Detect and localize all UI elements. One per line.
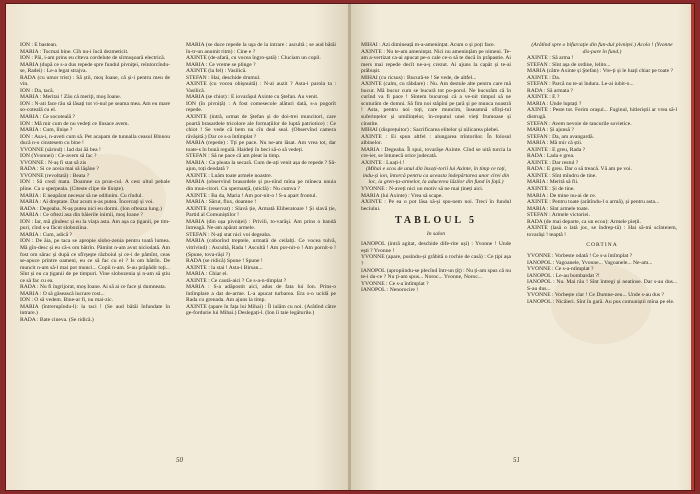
dialogue-line: YVONNE (apare, pusîndu-și grăbită o rochie de casă) : Ce țipi așa ?	[361, 254, 511, 267]
dialogue-line: AXINTE (la fel) : Vasilică.	[186, 68, 247, 75]
dialogue-line: AXINTE : Și de tine.	[527, 186, 575, 193]
dialogue-line: YVONNE : N-aș fi stat să zis	[20, 159, 87, 166]
dialogue-line: RADA : E greu. Dar o să treacă. Vă am pe voi.	[527, 166, 632, 173]
dialogue-line: MARIA : Ce vreme se plinge ?	[186, 61, 256, 68]
dialogue-line: AXINTE : Peste tot. Ferim oraşul... Fuginul, hitleriștii ar vrea să-l distrugă.	[527, 107, 677, 121]
dialogue-line: AXINTE (apare în fața lui Mihai) : Îl iulăm cu noi. (Arătînd către ge-fordurie lui Mihai.) Deslegați-l. (Ion îi taie legăturile.)	[186, 303, 336, 317]
dialogue-line: MARIA : Merită să fii.	[527, 179, 579, 186]
dialogue-line: MARIA (repede) : Tți pe pace. Nu ne-am lăsat. Am vrea tot, dar toate-s în bună regulă. Haideți în beci să-o să vedeți.	[186, 140, 336, 153]
dialogue-line: MARIA (întrerupîndu-l): la taci ! (Se aud bătăi înfundate în intrare.)	[20, 303, 170, 317]
dialogue-line: AXINTE : Sînt mîndru de tine.	[527, 172, 597, 179]
dialogue-line: AXINTE : E ?	[527, 94, 560, 101]
dialogue-line: MARIA : Ca pleata la secară. Cum de-ați venit așa de repede ? Să-ajun, toți deodată ?	[186, 159, 336, 173]
dialogue-line: IANOPOL : Le-au bombardat ?!	[527, 272, 600, 279]
dialogue-line: AXINTE : Pe ea o pot lăsa să-și spu-nem noi. Treci în fundul beciului.	[361, 199, 511, 212]
dialogue-line: MARIA (se chiot) : E iovarășul Axinte cu Ştefan. Au venit.	[186, 94, 319, 101]
dialogue-line: STEFAN : Parcă nu te-ai îndura. Le-ai iubit-o...	[527, 81, 634, 88]
dialogue-line: MARIA : Ce socoteală ?	[20, 114, 75, 121]
dialogue-line: MARIA : Ce oftezi asa din băierile inimii, moș Ioane ?	[20, 212, 143, 219]
dialogue-line: AXINTE (calm, cu răbdare) : Nu. Am destule alte pentru care mă bucur. Mă bucur cum se bucură tot po-porul. Ne bucurăm că în curînd va fi pace ! Sîntem bucuroși că a ve-nit timpul să ne scuturăm de domni. Să fim noi stăpîni pe țară și pe munca noastră ! Asta, pentru noi toți, care muncim, înseamnă sfîrși-tul suferințelor și umilințelor, în-ceputul unei vieți frumoase și cinstite.	[361, 81, 511, 127]
dialogue-line: RADA (cu umor trist) : Să știi, moș Ioane, că și-i pentru meu de vin.	[20, 74, 170, 88]
right-column-2	[527, 42, 677, 305]
dialogue-line: MARIA : S-a adăpostit aici, adus de fata lui Ion. Prins-o întîmplare a dat de-arme. L-a apucat turbarea. Era s-o ucidă pe Rada cu grenada. Am ajuns la timp.	[186, 284, 336, 304]
dialogue-line: MIHAI (disprețuitor) : Sacrificarea elitelor și nilicarea plebei.	[361, 127, 500, 134]
dialogue-line: MARIA : Tocmai bine. Cîh nu-i încă dezmeticit.	[20, 48, 129, 55]
dialogue-line: AXINTE : Să arma !	[527, 55, 574, 62]
dialogue-line: MARIA (se duce repede la uşa de la intrare : ascultă ; se aud bătăi în-tr-un anumit ritm) : Cine e ?	[186, 42, 336, 55]
stage-direction: (Arătînd spre o bifurcație din fun-dul pivniței.) Acolo ! (Yvonne dis-pare în fund.)	[531, 42, 673, 55]
dialogue-line: IANOPOL : Nicăieri. Sînt în gară. Au pus comuniștii mîna pe ele.	[527, 298, 675, 305]
dialogue-line: AXINTE (cu vocea obișnuită) : N-ai auzit ? Asta-i parola ta : Vasilică.	[186, 81, 336, 94]
dialogue-line: RADA : Lada e grea.	[527, 153, 575, 160]
left-page	[6, 4, 349, 490]
dialogue-line: IANOPOL (apropiindu-se plecînd într-un țîț) : Nu ți-am spus că nu te-i du-ce ? Nu ți-am spus... Noroc... Yvonne, Noroc...	[361, 267, 511, 281]
dialogue-line: STEFAN : Da, am avangardă.	[527, 133, 595, 140]
dialogue-line: ION : N-ati face rău să lăsați tot vi-nul pe seama mea. Am eu mare so-coteală cu el.	[20, 100, 170, 114]
dialogue-line: STEFAN : Armele victoriei.	[527, 212, 590, 219]
dialogue-line: YVONNE : Ce s-a întîmplat ?	[361, 280, 429, 287]
dialogue-line: AXINTE : E greu, Rada ?	[527, 146, 586, 153]
section-title: TABLOUL 5	[394, 215, 478, 227]
dialogue-line: IANOPOL (intră agitat, deschide dife-rite uși) : Yvonne ! Unde ești ? Yvonne !	[361, 241, 511, 254]
left-column-1	[20, 42, 170, 324]
dialogue-line: STEFAN : N-ați stat nici voi degeaba.	[186, 231, 272, 238]
dialogue-line: MARIA : Sărut, flux, doamne !	[186, 199, 257, 206]
dialogue-line: MARIA : Ai dreptate. Dar acum n-as putea. Încercați și voi.	[20, 199, 154, 206]
dialogue-line: STEFAN : Să ne pace că am pleat la timp.	[186, 153, 281, 160]
dialogue-line: MARIA : Meritai ! Zău că meriţi, moş Ioane.	[20, 94, 121, 101]
dialogue-line: ION : Să crezi mata. Doamne ca prun-cul. A cest ultul pebale pline. Ca o sperpeala. (Citeste clipe de lîniște).	[20, 179, 170, 193]
dialogue-line: RADA (de mai departe, ca un ecou): Armele pieții.	[527, 218, 642, 225]
dialogue-line: YVONNE : Vorbeste odată ! Ce s-a întîmplat ?	[527, 252, 633, 259]
dialogue-line: MARIA (lui Axinte) : Vrea să scape.	[361, 192, 443, 199]
curtain-marker: CORTINA	[586, 242, 618, 249]
book-edge	[691, 4, 694, 490]
dialogue-line: ION : Păi, i-am prins eu clteva cordelute de sîrmuşoară electrică.	[20, 55, 166, 62]
dialogue-line: MARIA (după ce s-a dus repede spre fundul pivniţei, reîntorcîndu-se, Radei) : Le-a legat strajva.	[20, 61, 170, 75]
dialogue-line: ION : De ăia, pe taca se apropie slobo-zenia pentru toată lumea. Mă gîn-desc și eu că-s om bătrîn. Pămînt n-am avut niciodată. Am fost om sărac și după ce sfîrşeşte războiul și ce-i de pămînt, ceas se-apuce printre oameni, eu ce să fac cu el ? Is om bătrîn. De muncit n-am să-l mai pot munci... Copii n-am. S-au prăpădit toţi... Sînt și eu ca țiganii de pe timpuri. Vine slobozenia și n-am să ştiu ce să fac cu ea.	[20, 238, 170, 284]
dialogue-line: ION : Iar, mă gîndesc și eu la viața asta. Am așa ca țiganii, pe tim-puri, cînd s-a făcut sloboziina.	[20, 218, 170, 232]
dialogue-line: MARIA : Sînt armele toate.	[527, 205, 589, 212]
page-number-right: 51	[513, 456, 520, 464]
dialogue-line: MARIA : Și ajunsă ?	[527, 127, 574, 134]
page-number-left: 50	[176, 456, 183, 464]
book-spread	[6, 4, 694, 490]
dialogue-line: AXINTE : la stai ! Asta-i Birsan...	[186, 264, 263, 271]
dialogue-line: ION : Da, tacă.	[20, 87, 55, 94]
stage-direction: (Mihai e scos de unul din însoți-torii lui Axinte, în timp ce toți, indu-și ion, întorcă pentru ca aceasta îndepărtarea unor cîrei din loc, ia gren-ța-armelor, la aducerea lăzilor din fund în față.)	[362, 166, 510, 186]
dialogue-line: MARIA : Unde luptați ?	[527, 100, 582, 107]
dialogue-line: MARIA : Chiar el.	[186, 271, 228, 278]
dialogue-line: RADA : Bate cineva. (Se ridică.)	[20, 316, 94, 323]
dialogue-line: AXINTE : Pentru toate (arătîndu-l o armă), și pentru asta...	[527, 199, 660, 206]
dialogue-line: MARIA (coborînd treptele, urmată de ceilalți. Ce vocea tulvă, vitrivind) : Ascultă, Rada ! Ascultă ! Am por-nit-o ! Am pornit-o ! (Spune, tova-răși ?)	[186, 238, 336, 258]
dialogue-line: AXINTE : Dar restul ?	[527, 159, 579, 166]
dialogue-line: MARIA (din ușa pivniței) : Privili, to-varăşi. Am prins o bandă întreagă. Ne-am apărat armele.	[186, 218, 336, 232]
dialogue-line: YVONNE : N-aveți nici un motiv să ne mai țineți aici.	[361, 186, 484, 193]
dialogue-line: STEFAN : Hai, deschide drumul.	[186, 74, 261, 81]
dialogue-line: RADA : Si ce aceia mai să lăşăne ?	[20, 166, 99, 173]
dialogue-line: MARIA : Mă mir că știi.	[527, 140, 583, 147]
dialogue-line: MARIA : De mine nu-ai de ce.	[527, 192, 597, 199]
dialogue-line: MARIA : Degeaba. Îi spui, tovarășe Axinte. Cînd se uită turcia la cre-ier, se întunecă orice judecată.	[361, 146, 511, 160]
dialogue-line: IANOPOL : Nu. Mai rău ! Sînt întregi și neatinse. Dar s-au dus... S-au dus...	[527, 279, 677, 292]
right-page	[351, 4, 694, 490]
dialogue-line: RADA : Nu fi îngrijorat, moș Ioane. Ai să ai ce face și dumneata.	[20, 284, 167, 291]
dialogue-line: MARIA : O să găsească lucrare rost...	[20, 290, 105, 297]
dialogue-line: MARIA (către Axinte și Ştefan) : Vre-ți și le luați chiar pe toate ?	[527, 68, 674, 75]
dialogue-line: IANOPOL : Vagoanele, Yvonne... Vagoanele... Ne-am...	[527, 259, 653, 266]
dialogue-line: YVONNE (sărind) : Iad dai ăă bea !	[20, 146, 101, 153]
dialogue-line: AXINTE (reservat) : Slavă ție, Armată Eliberatoare ! Și slavă ție, Partid al Comuniștilor !	[186, 205, 336, 219]
dialogue-line: AXINTE (intră, urmat de Ştefan și de doi-trei muncitori, care poartă brasardele tricolore ale formațiilor de luptă patriotice) : Ce chiot ! Se vede că bem nu cîn deal seal. (Observînd camera răvășită.) Dar ce s-a întîmplat ?	[186, 114, 336, 140]
dialogue-line: AXINTE : Da.	[527, 74, 561, 81]
dialogue-line: AXINTE : Luăm toate armele noastre.	[186, 172, 273, 179]
dialogue-line: IANOPOL : Nenorocire !	[361, 287, 419, 294]
dialogue-line: AXINTE : Ce caută-aici ? Ce s-a-n-tîmplat ?	[186, 277, 287, 284]
setting-note: In salon	[426, 230, 446, 237]
dialogue-line: ION (Yvonnei) : Ce-avem să fac ?	[20, 153, 97, 160]
dialogue-line: STEFAN : Sînt așa de ordine, lelito...	[527, 61, 611, 68]
dialogue-line: AXINTE : Nu te-am amenințat. Nici nu amenințăm pe nimeni. Te-am a-vertizat ca-ai apucat pe-o cale ce-o să te ducă în prăpastie. Ai mers mai repede decît ne-a-ș crezut. Ai ajuns la capăt și te-ai prăbușit.	[361, 48, 511, 75]
dialogue-line: AXINTE : Ba da, Maria ! Am por-nit-o ! S-a apart frontul.	[186, 192, 317, 199]
dialogue-line: RADA : Degeaba. N-aș putea nici eu dormi. (Ion ofteaza lung.)	[20, 205, 162, 212]
dialogue-line: RADA : Să armata ?	[527, 87, 573, 94]
right-column-1	[361, 42, 511, 294]
dialogue-line: ION : E bastean.	[20, 42, 58, 48]
dialogue-line: AXINTE : Ei spun altfel : alungarea trîntorilor. În folosul albinelor.	[361, 133, 511, 147]
dialogue-line: MARIA : E neapărat necesar să ne odihnim. Cu rîndul.	[20, 192, 143, 199]
left-column-2	[186, 42, 336, 317]
dialogue-line: RADA (se ridică) Spune ! Spune !	[186, 258, 263, 265]
dialogue-line: YVONNE : Ce s-a-ntîmplat ?	[527, 266, 594, 273]
dialogue-line: ION : Mă mir cum de nu vedeți ce lînsace avem.	[20, 120, 129, 127]
dialogue-line: AXINTE : Luați-l !	[361, 159, 405, 166]
dialogue-line: ION : O să vedem. Bine-ar fi, nu mai-zic.	[20, 297, 114, 304]
dialogue-line: MIHAI (cu ricsus) : Bucură-te ! Se vede, de altfel...	[361, 74, 477, 81]
dialogue-line: YVONNE (revoltată) : Beata ?	[20, 172, 90, 179]
dialogue-line: MARIA : Cum, lînișe ?	[20, 127, 73, 134]
dialogue-line: STEFAN : Avem nevoie de tancurile sovietice.	[527, 120, 632, 127]
dialogue-line: AXINTE (de-afară, cu vocea îngro-șată) : Cluciam un copil.	[186, 55, 321, 62]
dialogue-line: ION (în pivniță) : A fost comesecole alături dată, s-a pogorît repede.	[186, 100, 336, 114]
dialogue-line: ION : Asa-i, n-aveti cum să. Pet acapam de tunnalla ceasul Blnnou ducă n-o cinstesem cu bine !	[20, 133, 170, 147]
dialogue-line: MARIA : Cum, adică ?	[20, 231, 73, 238]
dialogue-line: YVONNE : Vorbește clar ! Ce Dumne-zeu... Unde s-au dus ?	[527, 292, 664, 299]
dialogue-line: MARIA (observînd brasardele și pu-nînd mîna pe mîneca unuia din mun-citori. Cu spernanță, (sticlă) : Nu cumva ?	[186, 179, 336, 193]
dialogue-line: AXINTE (lasă o lată joc, se îndrep-tă) : Hai să-mi scînteiem, tovarăși ! teaptă !	[527, 225, 677, 238]
dialogue-line: MIHAI : Azi dimineață m-a-amenințat. Acum o și poți face.	[361, 42, 496, 48]
